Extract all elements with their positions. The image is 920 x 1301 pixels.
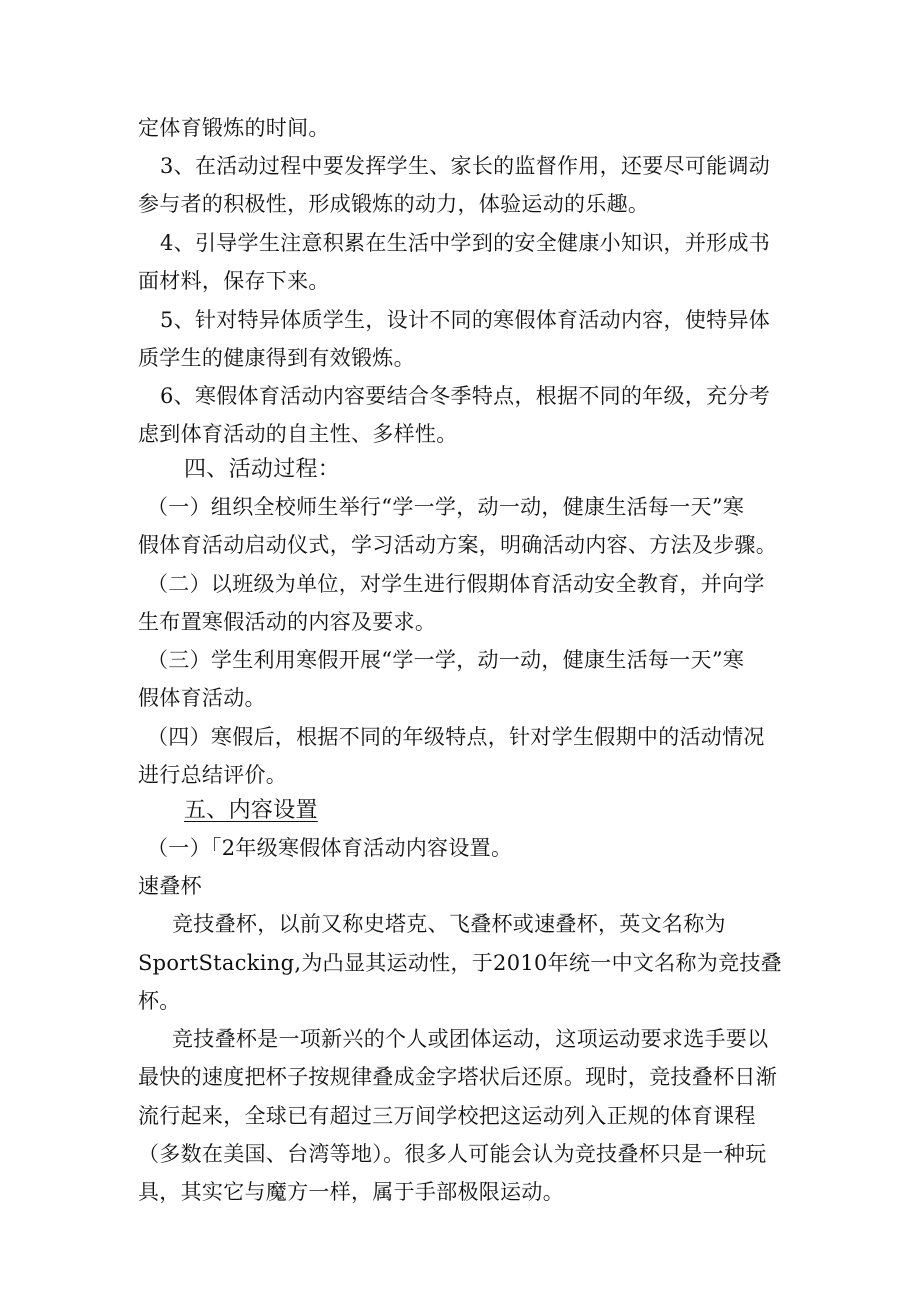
list-item-4: 4、引导学生注意积累在生活中学到的安全健康小知识，并形成书 <box>160 231 771 255</box>
text-line: SportStacking,为凸显其运动性，于2010年统一中文名称为竞技叠 <box>138 951 782 975</box>
text-line: （多数在美国、台湾等地）。很多人可能会认为竞技叠杯只是一种玩 <box>138 1142 767 1166</box>
text-line: 假体育活动启动仪式，学习活动方案，明确活动内容、方法及步骤。 <box>138 533 777 557</box>
subsection-heading: （一）「2年级寒假体育活动内容设置。 <box>147 836 513 860</box>
list-item-5: 5、针对特异体质学生，设计不同的寒假体育活动内容，使特异体 <box>160 308 771 332</box>
text-line: 质学生的健康得到有效锻炼。 <box>138 346 415 370</box>
paragraph-line: 竞技叠杯，以前又称史塔克、飞叠杯或速叠杯，英文名称为 <box>172 912 726 936</box>
text-line: 最快的速度把杯子按规律叠成金字塔状后还原。现时，竞技叠杯日渐 <box>138 1065 777 1089</box>
text-line: 定体育锻炼的时间。 <box>138 116 330 140</box>
text-line: 进行总结评价。 <box>138 763 288 787</box>
text-line: 流行起来，全球已有超过三万间学校把这运动列入正规的体育课程 <box>138 1104 756 1128</box>
section-heading-4: 四、活动过程： <box>184 457 341 482</box>
text-line: 杯。 <box>138 989 181 1013</box>
text-line: 面材料，保存下来。 <box>138 269 330 293</box>
step-item-1: （一）组织全校师生举行“学一学，动一动，健康生活每一天”寒 <box>147 495 745 519</box>
step-item-2: （二）以班级为单位，对学生进行假期体育活动安全教育，并向学 <box>147 572 765 596</box>
topic-title: 速叠杯 <box>138 874 202 898</box>
text-line: 假体育活动。 <box>138 686 266 710</box>
text-line: 虑到体育活动的自主性、多样性。 <box>138 422 458 446</box>
text-line: 具，其实它与魔方一样，属于手部极限运动。 <box>138 1180 564 1204</box>
text-line: 参与者的积极性，形成锻炼的动力，体验运动的乐趣。 <box>138 192 650 216</box>
section-heading-5: 五、内容设置 <box>184 798 318 823</box>
paragraph-line: 竞技叠杯是一项新兴的个人或团体运动，这项运动要求选手要以 <box>172 1027 769 1051</box>
list-item-3: 3、在活动过程中要发挥学生、家长的监督作用，还要尽可能调动 <box>160 154 771 178</box>
list-item-6: 6、寒假体育活动内容要结合冬季特点，根据不同的年级，充分考 <box>160 384 771 408</box>
text-line: 生布置寒假活动的内容及要求。 <box>138 610 437 634</box>
step-item-3: （三）学生利用寒假开展“学一学，动一动，健康生活每一天”寒 <box>147 648 745 672</box>
step-item-4: （四）寒假后，根据不同的年级特点，针对学生假期中的活动情况 <box>147 725 765 749</box>
